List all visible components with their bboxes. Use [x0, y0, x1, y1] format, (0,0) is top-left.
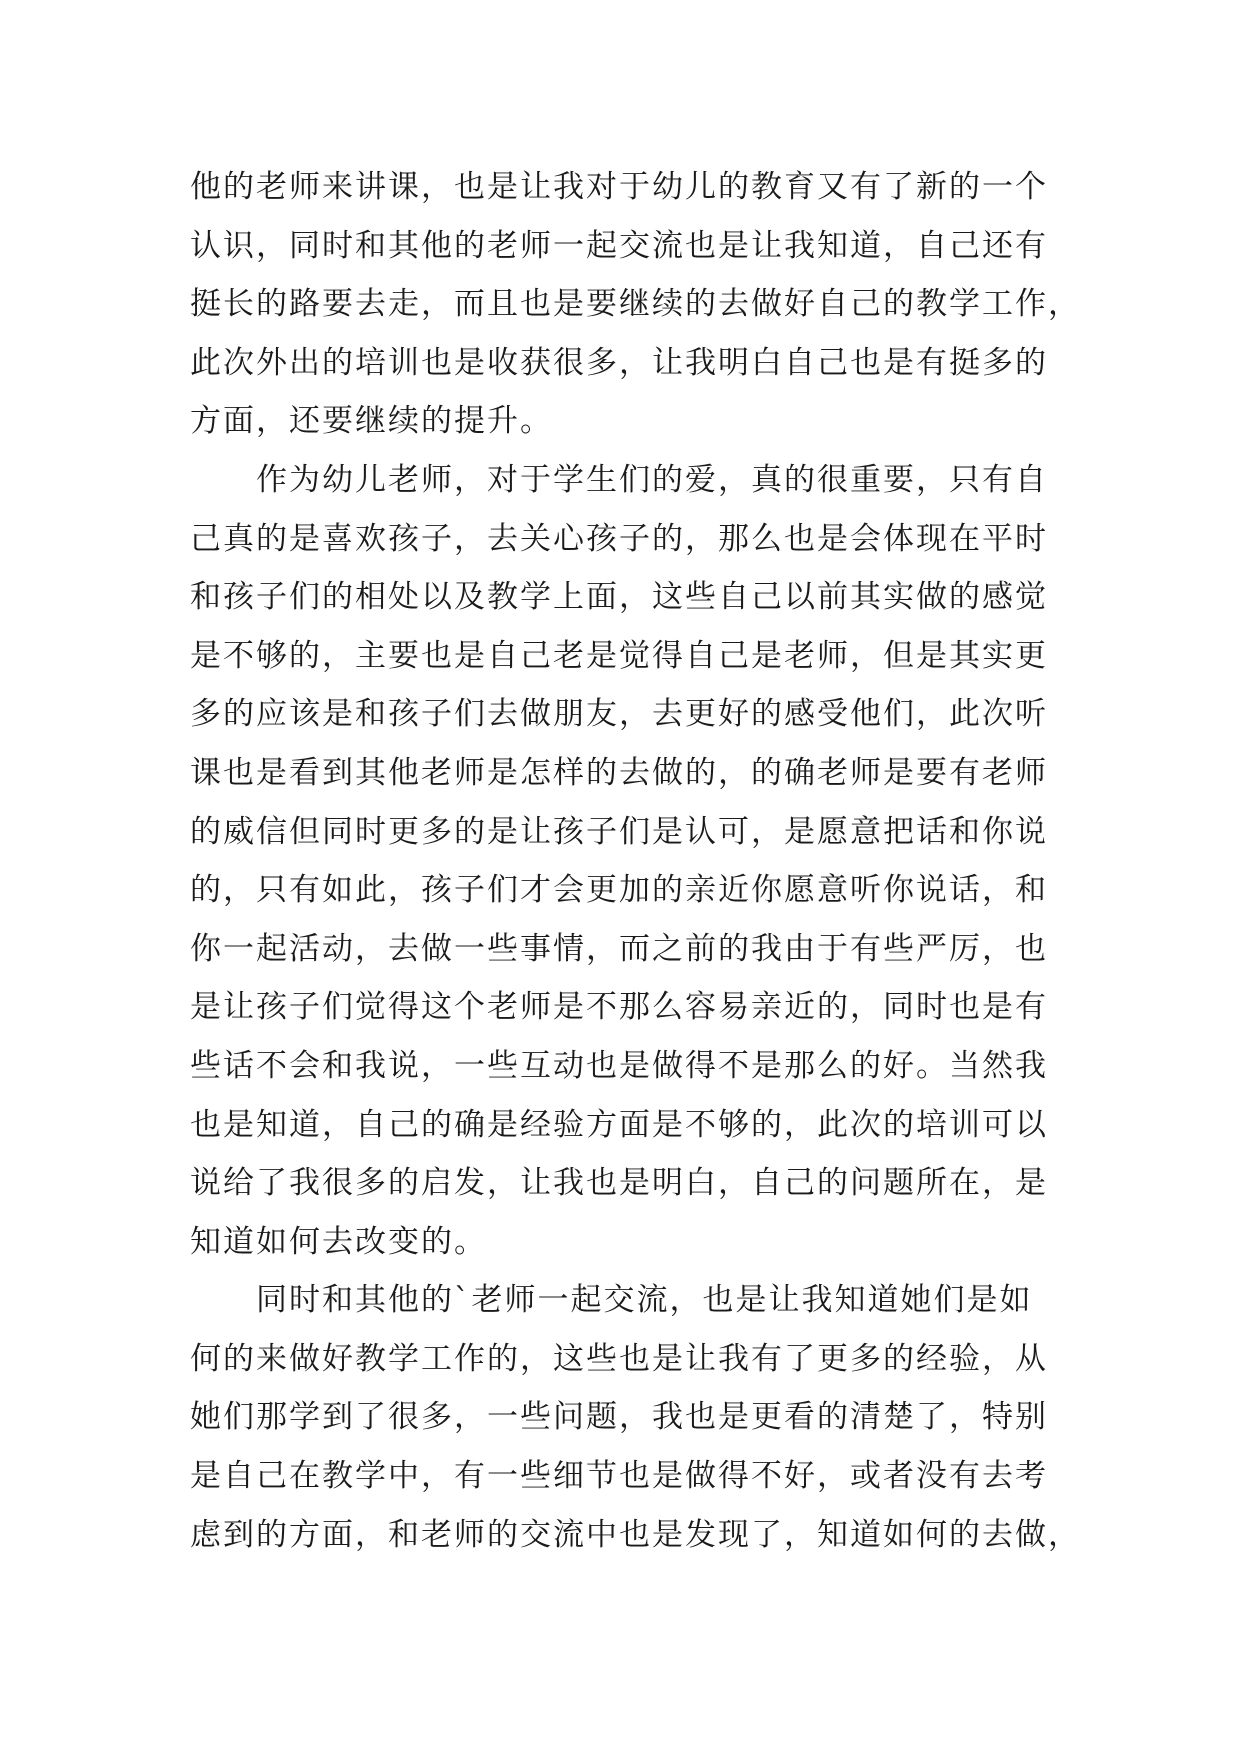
text-line: 认识，同时和其他的老师一起交流也是让我知道，自己还有	[190, 227, 1048, 264]
text-line: 和孩子们的相处以及教学上面，这些自己以前其实做的感觉	[190, 579, 1048, 616]
text-line: 多的应该是和孩子们去做朋友，去更好的感受他们，此次听	[190, 696, 1048, 733]
text-line: 也是知道，自己的确是经验方面是不够的，此次的培训可以	[190, 1106, 1048, 1143]
text-line: 挺长的路要去走，而且也是要继续的去做好自己的教学工作，	[190, 286, 1081, 323]
text-line: 同时和其他的`老师一起交流，也是让我知道她们是如	[190, 1282, 1033, 1319]
text-line: 虑到的方面，和老师的交流中也是发现了，知道如何的去做，	[190, 1516, 1081, 1553]
text-line: 的威信但同时更多的是让孩子们是认可，是愿意把话和你说	[190, 813, 1048, 850]
text-line: 此次外出的培训也是收获很多，让我明白自己也是有挺多的	[190, 344, 1048, 381]
text-line: 你一起活动，去做一些事情，而之前的我由于有些严厉，也	[190, 930, 1048, 967]
text-line: 知道如何去改变的。	[190, 1223, 487, 1260]
text-line: 的，只有如此，孩子们才会更加的亲近你愿意听你说话，和	[190, 872, 1048, 909]
text-line: 是让孩子们觉得这个老师是不那么容易亲近的，同时也是有	[190, 989, 1048, 1026]
text-line: 她们那学到了很多，一些问题，我也是更看的清楚了，特别	[190, 1399, 1048, 1436]
text-line: 说给了我很多的启发，让我也是明白，自己的问题所在，是	[190, 1165, 1048, 1202]
text-line: 他的老师来讲课，也是让我对于幼儿的教育又有了新的一个	[190, 169, 1048, 205]
text-line: 己真的是喜欢孩子，去关心孩子的，那么也是会体现在平时	[190, 520, 1048, 557]
text-line: 何的来做好教学工作的，这些也是让我有了更多的经验，从	[190, 1340, 1048, 1377]
text-line: 方面，还要继续的提升。	[190, 403, 553, 440]
document-body	[190, 158, 1090, 1564]
text-line: 些话不会和我说，一些互动也是做得不是那么的好。当然我	[190, 1047, 1048, 1084]
text-line: 是自己在教学中，有一些细节也是做得不好，或者没有去考	[190, 1458, 1048, 1495]
text-line: 课也是看到其他老师是怎样的去做的，的确老师是要有老师	[190, 754, 1048, 791]
text-line: 作为幼儿老师，对于学生们的爱，真的很重要，只有自	[190, 461, 1048, 498]
text-line: 是不够的，主要也是自己老是觉得自己是老师，但是其实更	[190, 637, 1048, 674]
